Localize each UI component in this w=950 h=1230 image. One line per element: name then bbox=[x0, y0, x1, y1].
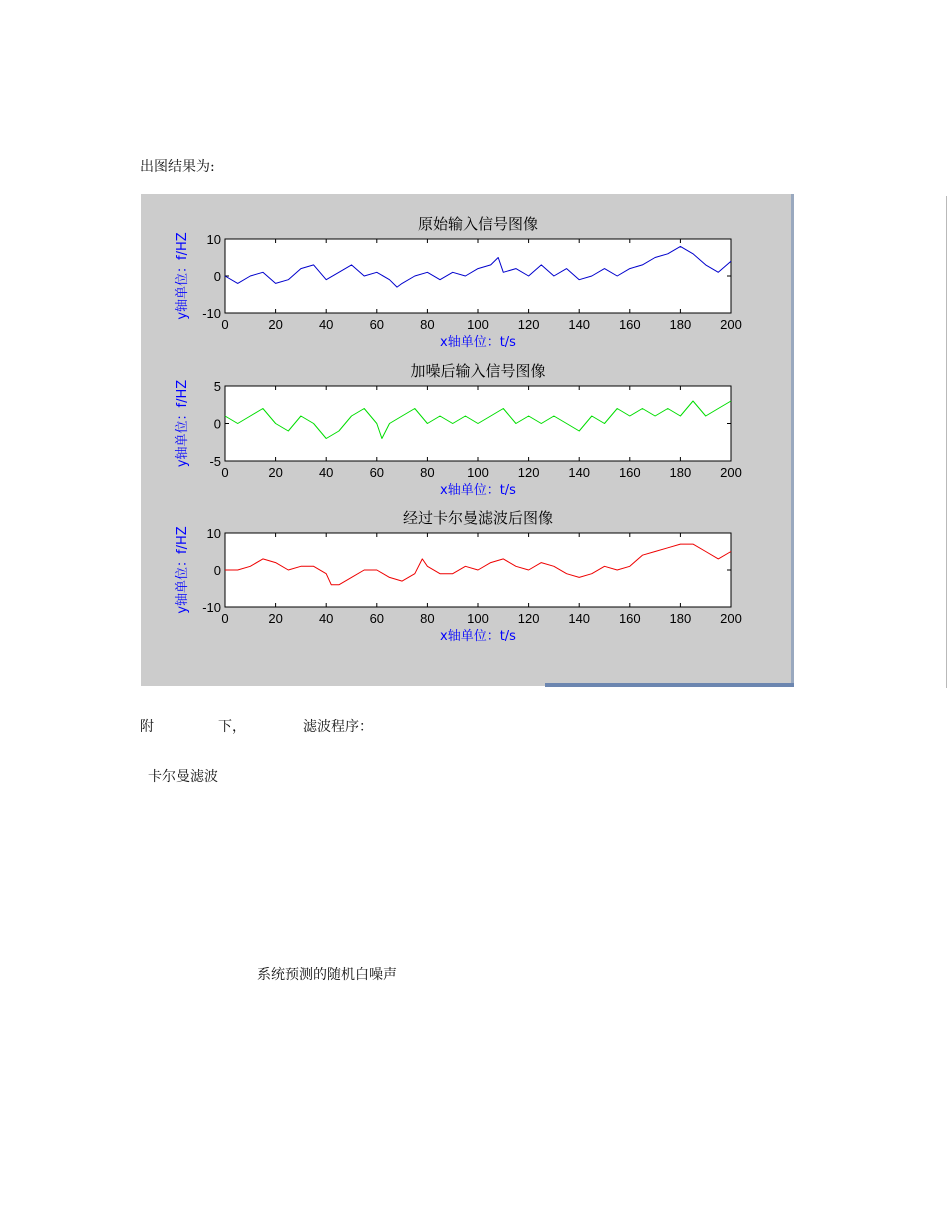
x-tick-label: 140 bbox=[568, 317, 591, 332]
y-tick-label: -10 bbox=[202, 306, 221, 321]
x-tick-label: 200 bbox=[720, 465, 742, 480]
page-edge-line bbox=[946, 196, 947, 688]
x-tick-label: 100 bbox=[467, 465, 489, 480]
y-tick-label: 5 bbox=[213, 379, 221, 394]
x-tick-label: 20 bbox=[268, 611, 283, 626]
figure-frame-bottom bbox=[545, 683, 794, 687]
x-tick-label: 80 bbox=[420, 465, 435, 480]
x-tick-label: 100 bbox=[467, 611, 489, 626]
x-tick-label: 200 bbox=[720, 317, 742, 332]
appendix-text-part-1: 附 bbox=[140, 719, 154, 735]
x-tick-label: 180 bbox=[669, 465, 692, 480]
x-tick-label: 20 bbox=[268, 317, 283, 332]
plot-title-2: 加噪后输入信号图像 bbox=[410, 362, 546, 380]
x-tick-label: 0 bbox=[221, 465, 229, 480]
plot-title-1: 原始输入信号图像 bbox=[417, 215, 539, 233]
y-axis-label-2: y轴单位：f/HZ bbox=[175, 379, 190, 468]
x-tick-label: 160 bbox=[618, 465, 641, 480]
y-tick-label: 0 bbox=[213, 416, 221, 432]
x-tick-label: 80 bbox=[420, 317, 435, 332]
x-tick-label: 180 bbox=[669, 611, 692, 626]
x-tick-label: 60 bbox=[369, 465, 385, 480]
chart-canvas bbox=[141, 194, 794, 686]
y-tick-label: 10 bbox=[206, 526, 221, 541]
kalman-heading: 卡尔曼滤波 bbox=[148, 769, 218, 785]
x-axis-label-1: x轴单位：t/s bbox=[440, 335, 516, 350]
intro-text: 出图结果为: bbox=[140, 159, 215, 175]
y-tick-label: 10 bbox=[206, 232, 221, 247]
figure-frame-right bbox=[791, 194, 794, 686]
appendix-text-part-3: 滤波程序： bbox=[303, 719, 373, 735]
y-tick-label: -10 bbox=[202, 600, 221, 615]
y-tick-label: 0 bbox=[213, 269, 221, 284]
noise-note: 系统预测的随机白噪声 bbox=[257, 967, 397, 983]
matlab-figure bbox=[141, 194, 794, 686]
x-tick-label: 140 bbox=[568, 611, 591, 626]
x-tick-label: 160 bbox=[618, 317, 641, 332]
x-tick-label: 0 bbox=[221, 317, 229, 332]
x-tick-label: 20 bbox=[268, 465, 283, 480]
y-tick-label: -5 bbox=[209, 454, 221, 469]
x-tick-label: 60 bbox=[369, 317, 385, 332]
x-axis-label-2: x轴单位：t/s bbox=[440, 483, 516, 498]
x-tick-label: 120 bbox=[517, 611, 540, 626]
x-tick-label: 140 bbox=[568, 465, 591, 480]
x-tick-label: 40 bbox=[318, 611, 334, 626]
x-tick-label: 200 bbox=[720, 611, 742, 626]
x-tick-label: 160 bbox=[618, 611, 641, 626]
appendix-text-part-2: 下， bbox=[218, 719, 246, 735]
x-tick-label: 120 bbox=[517, 317, 540, 332]
y-axis-label-3: y轴单位：f/HZ bbox=[175, 526, 190, 614]
x-tick-label: 0 bbox=[221, 611, 229, 626]
x-tick-label: 40 bbox=[318, 317, 334, 332]
y-axis-label-1: y轴单位：f/HZ bbox=[175, 232, 190, 320]
x-axis-label-3: x轴单位：t/s bbox=[440, 629, 516, 644]
plot-title-3: 经过卡尔曼滤波后图像 bbox=[402, 509, 554, 527]
x-tick-label: 100 bbox=[467, 317, 489, 332]
x-tick-label: 60 bbox=[369, 611, 385, 626]
x-tick-label: 120 bbox=[517, 465, 540, 480]
y-tick-label: 0 bbox=[213, 563, 221, 578]
x-tick-label: 40 bbox=[318, 465, 334, 480]
x-tick-label: 180 bbox=[669, 317, 692, 332]
x-tick-label: 80 bbox=[420, 611, 435, 626]
plot-area-1 bbox=[225, 239, 731, 313]
